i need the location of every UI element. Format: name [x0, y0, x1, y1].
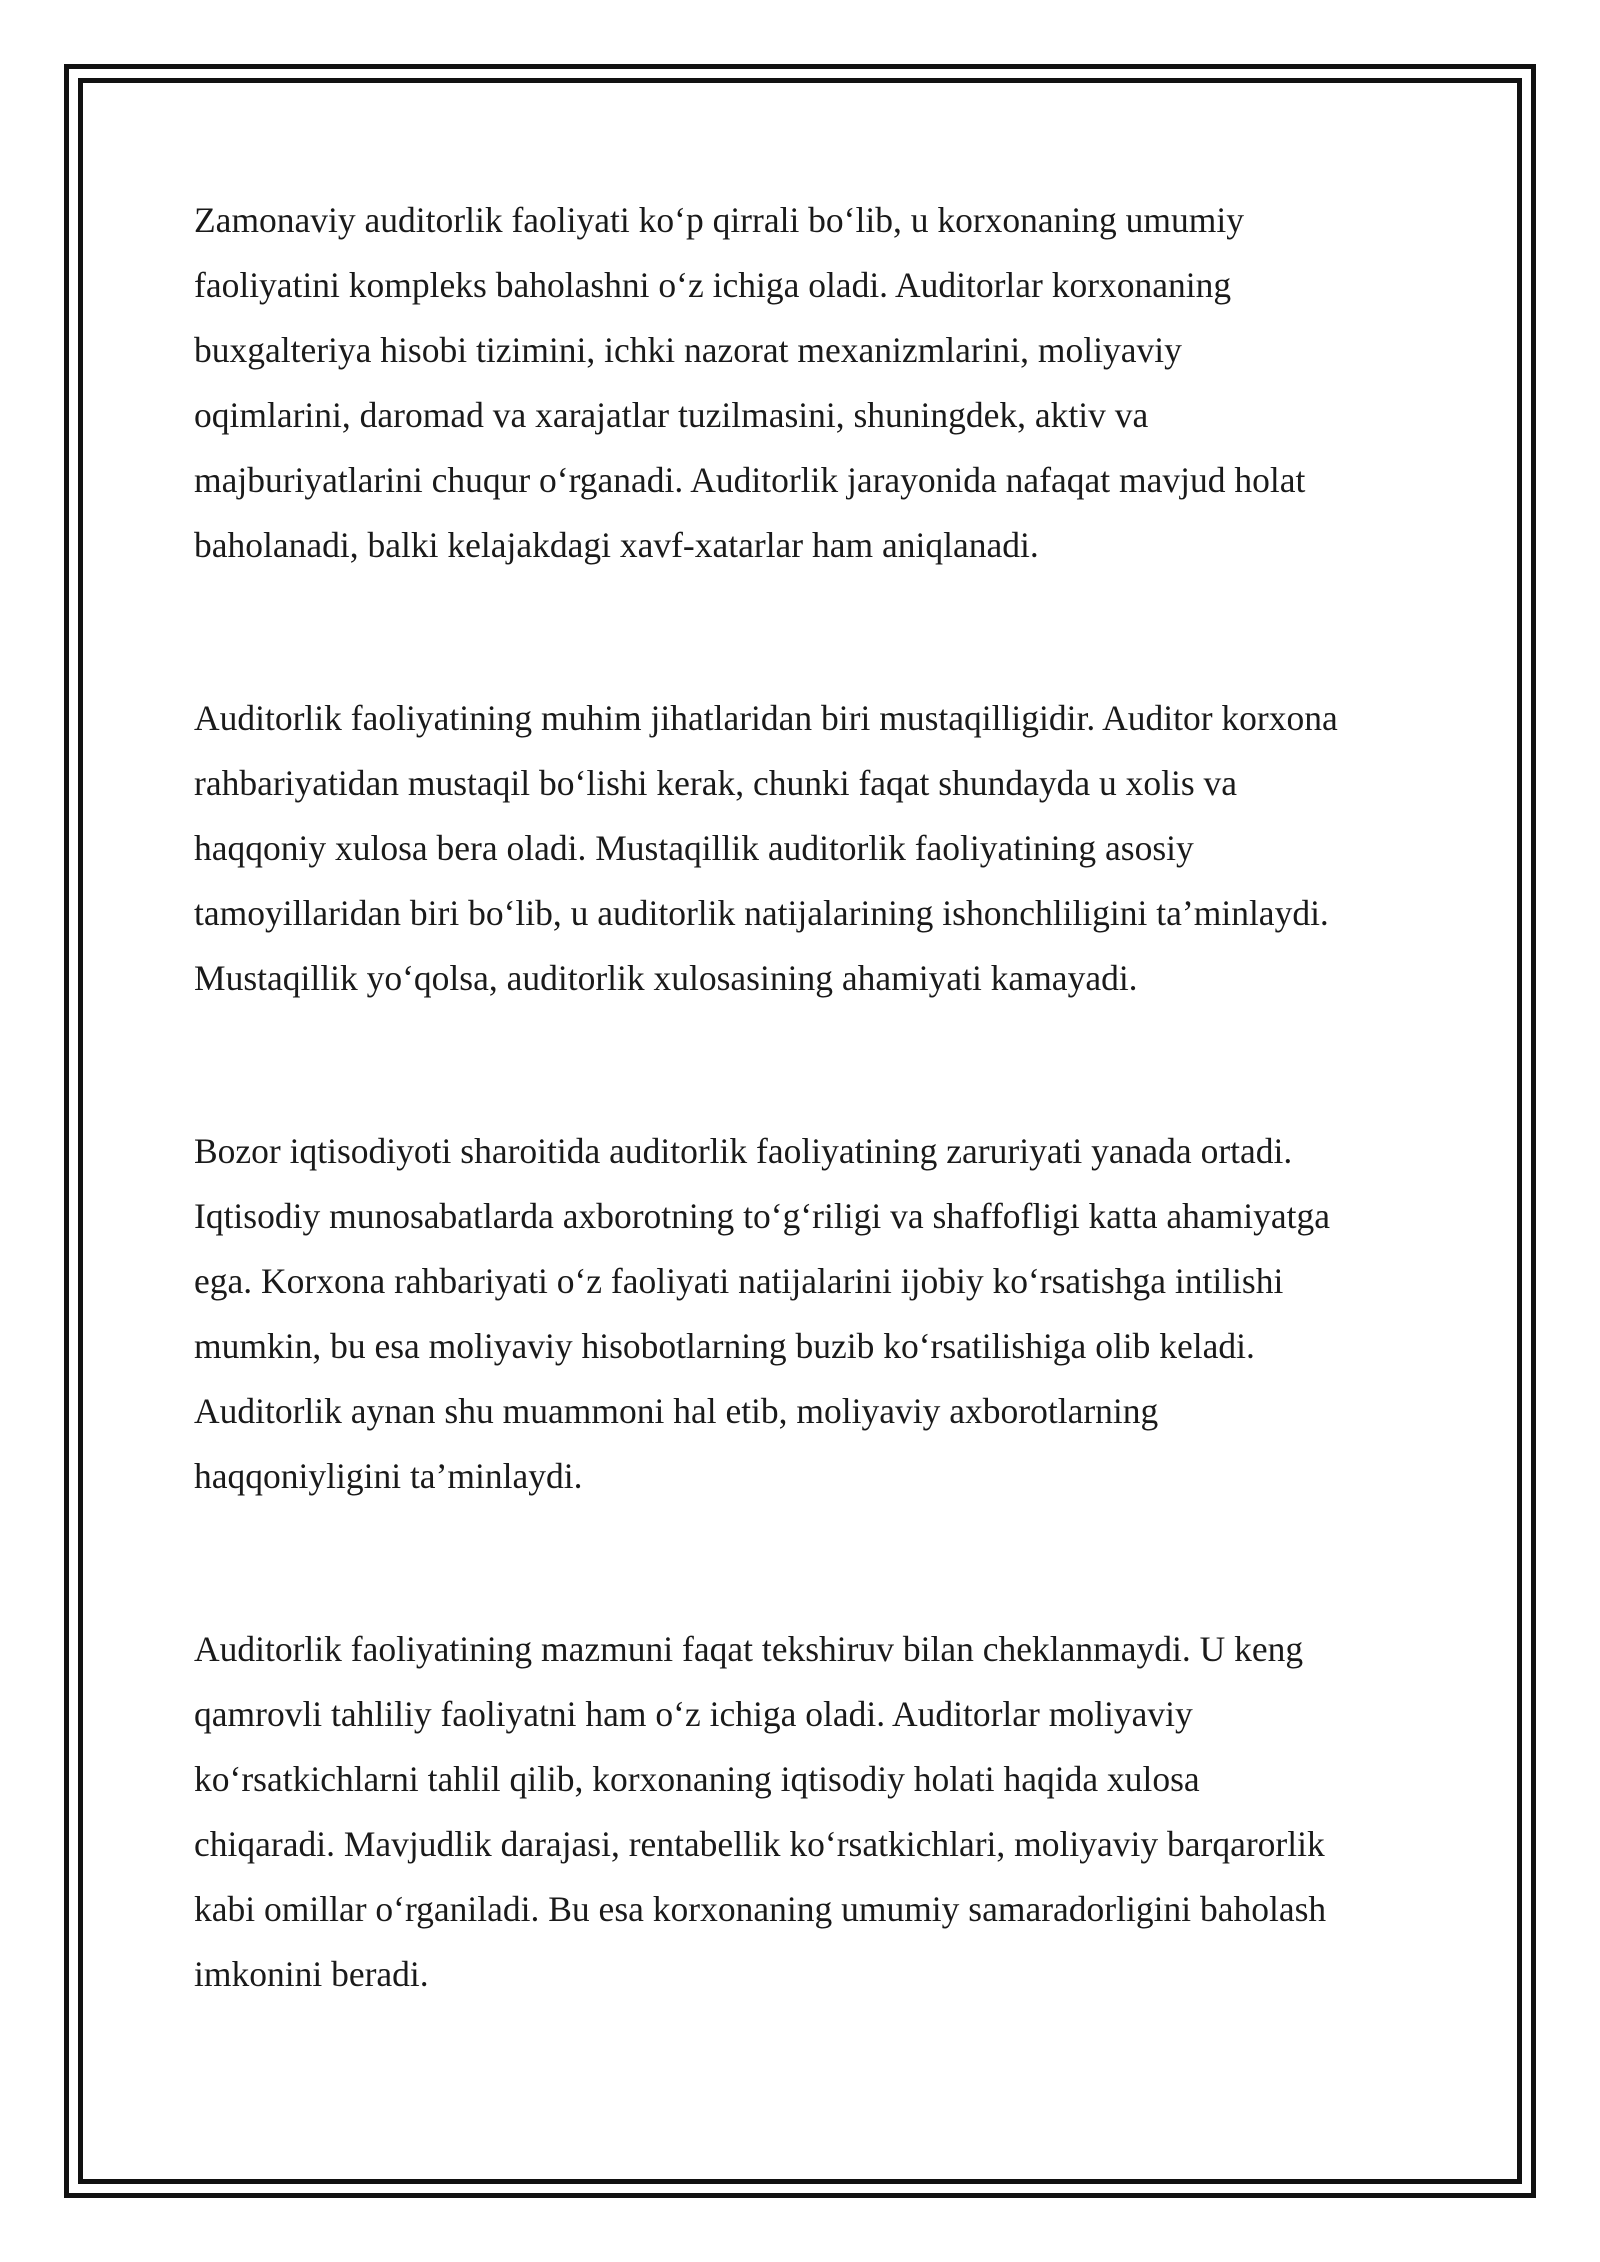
- text-line: Auditorlik faoliyatining muhim jihatlaridan biri mustaqilligidir. Auditor korxona: [194, 698, 1338, 738]
- text-line: majburiyatlarini chuqur o‘rganadi. Auditorlik jarayonida nafaqat mavjud holat: [194, 460, 1306, 500]
- text-line: Iqtisodiy munosabatlarda axborotning to‘g‘riligi va shaffofligi katta ahamiyatga: [194, 1196, 1331, 1236]
- text-line: haqqoniy xulosa bera oladi. Mustaqillik auditorlik faoliyatining asosiy: [194, 828, 1194, 868]
- text-line: Mustaqillik yo‘qolsa, auditorlik xulosasining ahamiyati kamayadi.: [194, 958, 1138, 998]
- text-line: Zamonaviy auditorlik faoliyati ko‘p qirrali bo‘lib, u korxonaning umumiy: [194, 200, 1245, 240]
- paragraph-1: [194, 188, 1434, 578]
- text-line: Bozor iqtisodiyoti sharoitida auditorlik faoliyatining zaruriyati yanada ortadi.: [194, 1131, 1293, 1171]
- text-line: tamoyillaridan biri bo‘lib, u auditorlik natijalarining ishonchliligini ta’minlaydi.: [194, 893, 1329, 933]
- text-line: kabi omillar o‘rganiladi. Bu esa korxonaning umumiy samaradorligini baholash: [194, 1889, 1327, 1929]
- document-body: [194, 188, 1434, 2115]
- text-line: chiqaradi. Mavjudlik darajasi, rentabellik ko‘rsatkichlari, moliyaviy barqarorlik: [194, 1824, 1325, 1864]
- text-line: ko‘rsatkichlarni tahlil qilib, korxonaning iqtisodiy holati haqida xulosa: [194, 1759, 1200, 1799]
- paragraph-2: [194, 686, 1434, 1011]
- text-line: Auditorlik faoliyatining mazmuni faqat tekshiruv bilan cheklanmaydi. U keng: [194, 1629, 1304, 1669]
- text-line: mumkin, bu esa moliyaviy hisobotlarning buzib ko‘rsatilishiga olib keladi.: [194, 1326, 1255, 1366]
- text-line: haqqoniyligini ta’minlaydi.: [194, 1456, 583, 1496]
- text-line: faoliyatini kompleks baholashni o‘z ichiga oladi. Auditorlar korxonaning: [194, 265, 1232, 305]
- text-line: baholanadi, balki kelajakdagi xavf-xatarlar ham aniqlanadi.: [194, 525, 1039, 565]
- paragraph-4: [194, 1617, 1434, 2007]
- paragraph-3: [194, 1119, 1434, 1509]
- text-line: ega. Korxona rahbariyati o‘z faoliyati natijalarini ijobiy ko‘rsatishga intilishi: [194, 1261, 1284, 1301]
- text-line: imkonini beradi.: [194, 1954, 429, 1994]
- text-line: oqimlarini, daromad va xarajatlar tuzilmasini, shuningdek, aktiv va: [194, 395, 1149, 435]
- text-line: Auditorlik aynan shu muammoni hal etib, moliyaviy axborotlarning: [194, 1391, 1159, 1431]
- text-line: qamrovli tahliliy faoliyatni ham o‘z ichiga oladi. Auditorlar moliyaviy: [194, 1694, 1193, 1734]
- text-line: rahbariyatidan mustaqil bo‘lishi kerak, chunki faqat shundayda u xolis va: [194, 763, 1238, 803]
- text-line: buxgalteriya hisobi tizimini, ichki nazorat mexanizmlarini, moliyaviy: [194, 330, 1182, 370]
